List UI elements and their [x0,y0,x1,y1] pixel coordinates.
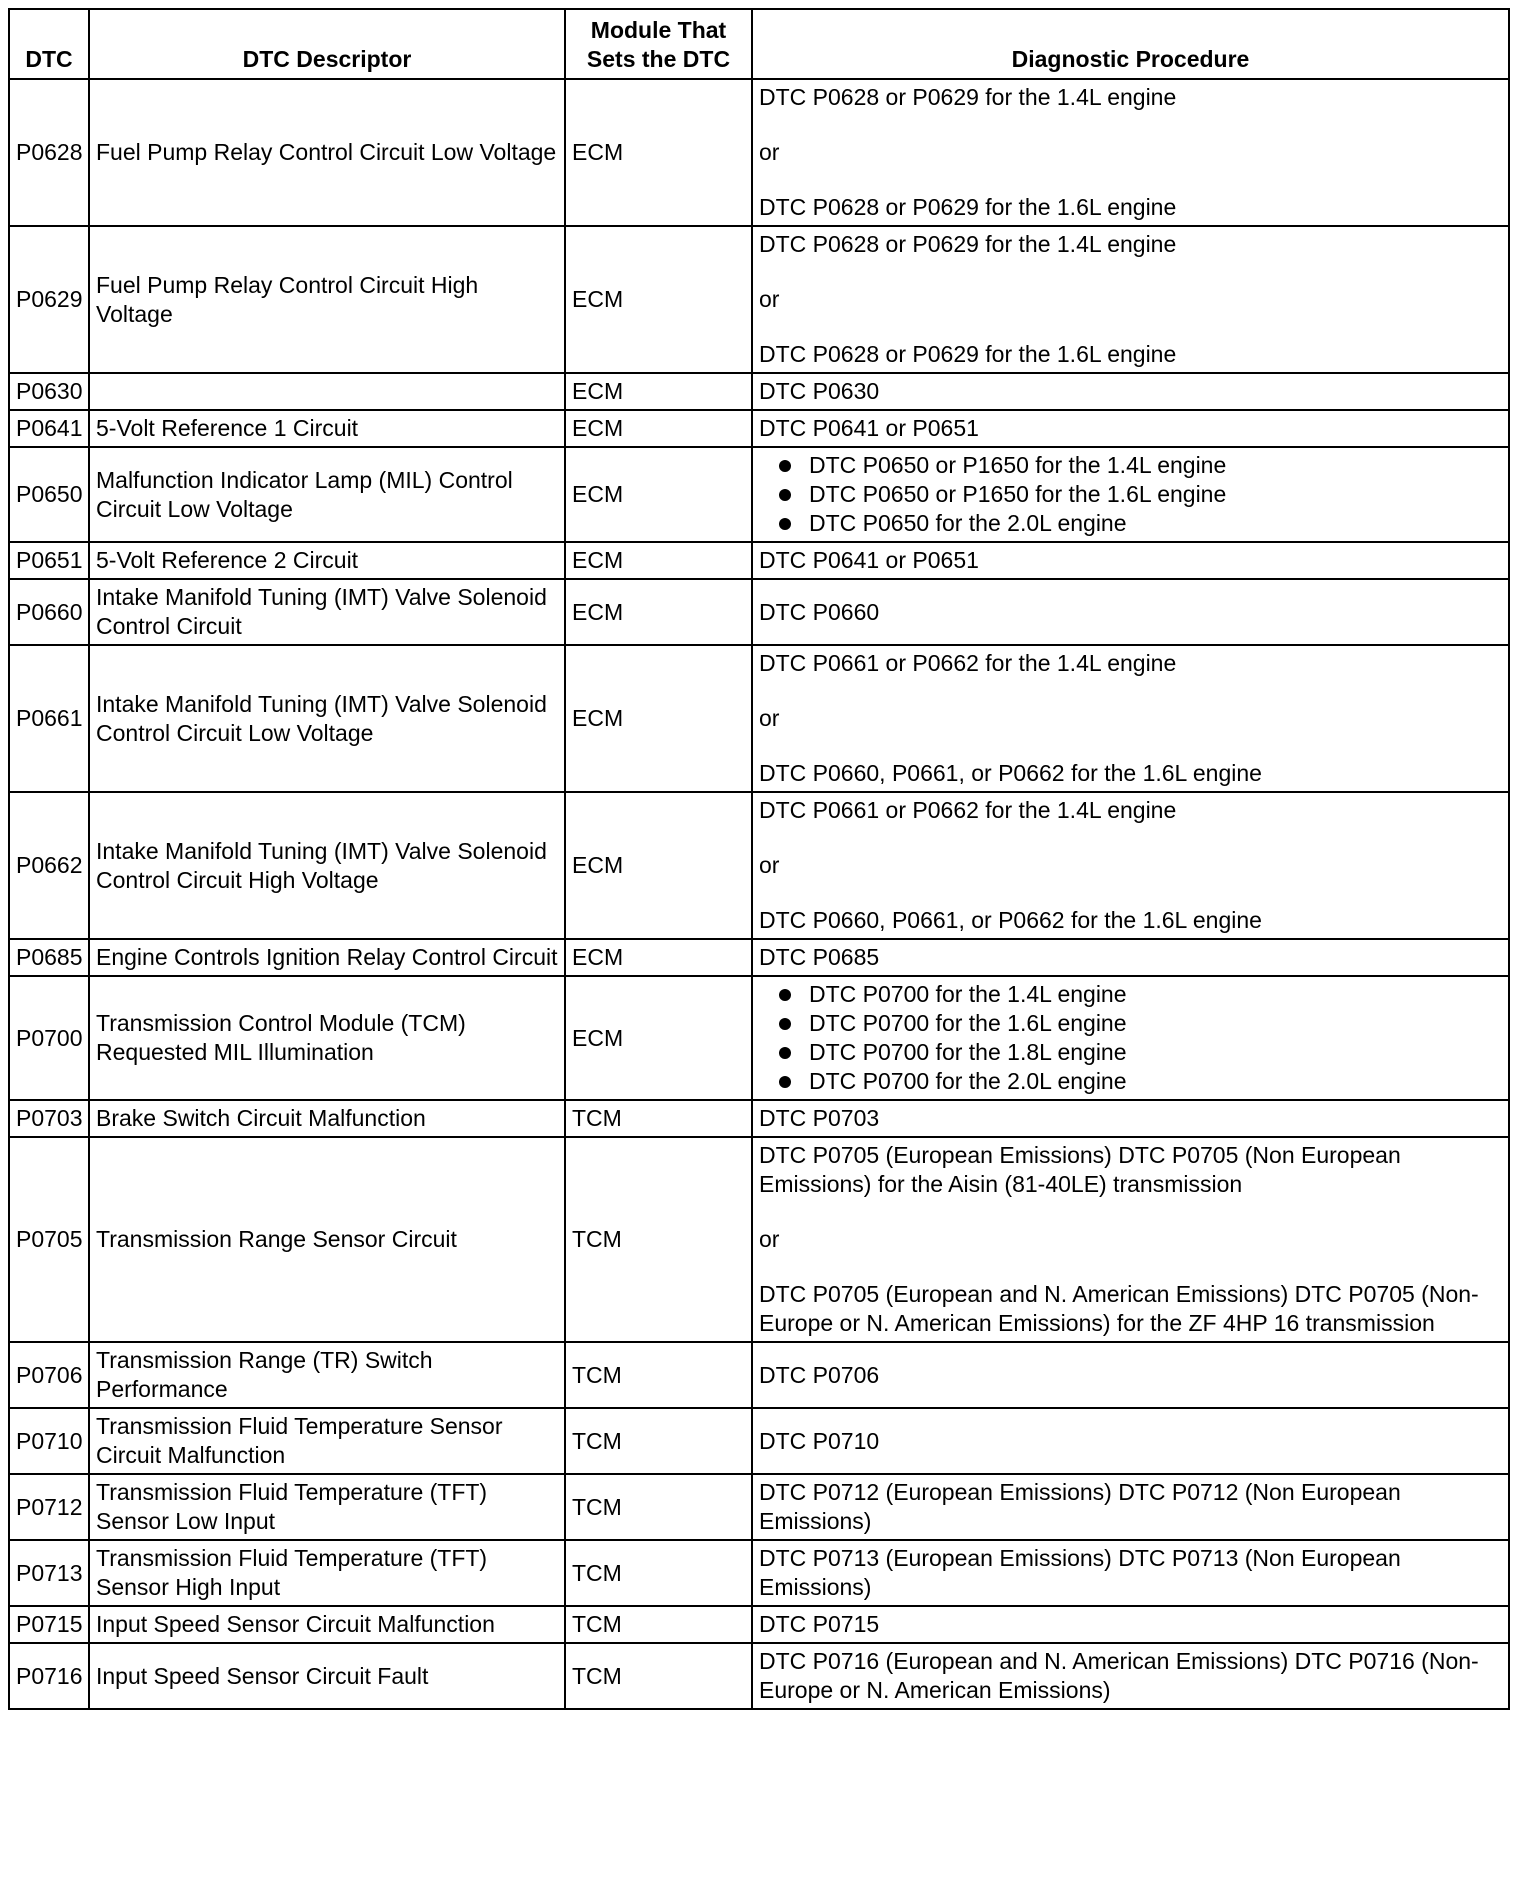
diagnostic-procedure [752,542,1509,579]
header-procedure: Diagnostic Procedure [752,9,1509,79]
dtc-code: P0651 [9,542,89,579]
dtc-code: P0661 [9,645,89,792]
procedure-link[interactable]: DTC P0641 or P0651 [759,415,979,441]
table-row [9,939,1509,976]
dtc-descriptor: Engine Controls Ignition Relay Control Circuit [89,939,565,976]
table-row [9,373,1509,410]
procedure-or: or [759,1226,780,1252]
procedure-bullet-item: DTC P0700 for the 1.6L engine [759,1009,1502,1038]
procedure-spacer [759,880,1502,906]
diagnostic-procedure [752,792,1509,939]
header-module [565,9,752,79]
procedure-link[interactable]: DTC P0630 [759,378,880,404]
procedure-link[interactable]: DTC P0641 or P0651 [759,547,979,573]
diagnostic-procedure [752,1540,1509,1606]
dtc-descriptor: Malfunction Indicator Lamp (MIL) Control Circuit Low Voltage [89,447,565,542]
dtc-module: ECM [565,373,752,410]
procedure-bullet-item: DTC P0700 for the 1.8L engine [759,1038,1502,1067]
diagnostic-procedure [752,645,1509,792]
procedure-bullet-item: DTC P0650 or P1650 for the 1.6L engine [759,480,1502,509]
dtc-code: P0641 [9,410,89,447]
dtc-descriptor: Transmission Fluid Temperature (TFT) Sensor High Input [89,1540,565,1606]
header-descriptor: DTC Descriptor [89,9,565,79]
table-row [9,579,1509,645]
dtc-code: P0700 [9,976,89,1100]
diagnostic-procedure [752,1100,1509,1137]
dtc-module: ECM [565,939,752,976]
dtc-descriptor: Transmission Fluid Temperature (TFT) Sensor Low Input [89,1474,565,1540]
dtc-module: ECM [565,976,752,1100]
table-row [9,410,1509,447]
dtc-code: P0703 [9,1100,89,1137]
dtc-descriptor: Brake Switch Circuit Malfunction [89,1100,565,1137]
dtc-code: P0713 [9,1540,89,1606]
procedure-bullet-list [759,451,1502,538]
dtc-module: ECM [565,792,752,939]
procedure-bullet-item: DTC P0700 for the 1.4L engine [759,980,1502,1009]
procedure-link[interactable]: DTC P0685 [759,944,880,970]
dtc-module: ECM [565,645,752,792]
procedure-link[interactable]: DTC P0713 (European Emissions) DTC P0713 (Non European Emissions) [759,1545,1401,1600]
diagnostic-procedure [752,976,1509,1100]
procedure-bullet-item: DTC P0650 or P1650 for the 1.4L engine [759,451,1502,480]
header-module-line2: Sets the DTC [586,46,731,72]
dtc-code: P0715 [9,1606,89,1643]
dtc-code: P0712 [9,1474,89,1540]
procedure-link[interactable]: DTC P0628 or P0629 for the 1.6L engine [759,194,1177,220]
dtc-descriptor: Input Speed Sensor Circuit Malfunction [89,1606,565,1643]
header-row [9,9,1509,79]
dtc-module: ECM [565,410,752,447]
table-row [9,1408,1509,1474]
table-row [9,79,1509,226]
dtc-descriptor: Intake Manifold Tuning (IMT) Valve Solenoid Control Circuit [89,579,565,645]
dtc-module: ECM [565,542,752,579]
diagnostic-procedure [752,1342,1509,1408]
dtc-code: P0660 [9,579,89,645]
procedure-link[interactable]: DTC P0716 (European and N. American Emissions) DTC P0716 (Non-Europe or N. American Emissions) [759,1648,1479,1703]
dtc-descriptor: Transmission Range Sensor Circuit [89,1137,565,1342]
dtc-module: TCM [565,1540,752,1606]
table-row [9,447,1509,542]
procedure-bullet-list [759,980,1502,1096]
dtc-module: TCM [565,1474,752,1540]
procedure-spacer [759,678,1502,704]
dtc-code: P0716 [9,1643,89,1709]
procedure-link[interactable]: DTC P0706 [759,1361,880,1388]
dtc-descriptor: Transmission Fluid Temperature Sensor Circuit Malfunction [89,1408,565,1474]
procedure-link[interactable]: DTC P0661 or P0662 for the 1.4L engine [759,650,1177,676]
procedure-spacer [759,825,1502,851]
dtc-module: TCM [565,1606,752,1643]
dtc-descriptor: Fuel Pump Relay Control Circuit High Voltage [89,226,565,373]
dtc-module: TCM [565,1100,752,1137]
table-row [9,792,1509,939]
dtc-descriptor: Transmission Range (TR) Switch Performance [89,1342,565,1408]
diagnostic-procedure [752,1606,1509,1643]
diagnostic-procedure [752,1474,1509,1540]
diagnostic-procedure [752,373,1509,410]
dtc-code: P0628 [9,79,89,226]
dtc-code: P0650 [9,447,89,542]
procedure-or: or [759,705,780,731]
dtc-code: P0705 [9,1137,89,1342]
header-dtc: DTC [9,9,89,79]
diagnostic-procedure [752,1137,1509,1342]
diagnostic-procedure [752,79,1509,226]
dtc-code: P0685 [9,939,89,976]
dtc-descriptor: Input Speed Sensor Circuit Fault [89,1643,565,1709]
procedure-link[interactable]: DTC P0715 [759,1611,880,1637]
dtc-table-body [9,79,1509,1709]
dtc-module: ECM [565,226,752,373]
dtc-module: TCM [565,1137,752,1342]
table-row [9,1137,1509,1342]
table-row [9,976,1509,1100]
procedure-or: or [759,139,780,165]
procedure-link[interactable]: DTC P0712 (European Emissions) DTC P0712 (Non European Emissions) [759,1479,1401,1534]
diagnostic-procedure [752,226,1509,373]
procedure-spacer [759,112,1502,138]
procedure-link[interactable]: DTC P0705 (European Emissions) DTC P0705 (Non European Emissions) for the Aisin (81-40LE) transmission [759,1142,1401,1197]
procedure-link[interactable]: DTC P0628 or P0629 for the 1.6L engine [759,341,1177,367]
procedure-spacer [759,733,1502,759]
table-row [9,1474,1509,1540]
dtc-module: ECM [565,447,752,542]
dtc-table [8,8,1510,1710]
procedure-or: or [759,852,780,878]
table-row [9,1540,1509,1606]
table-row [9,645,1509,792]
diagnostic-procedure [752,410,1509,447]
dtc-module: TCM [565,1408,752,1474]
table-row [9,542,1509,579]
header-module-line1: Module That [590,17,727,43]
procedure-or: or [759,286,780,312]
procedure-link[interactable]: DTC P0628 or P0629 for the 1.4L engine [759,231,1177,257]
diagnostic-procedure [752,1408,1509,1474]
table-row [9,1342,1509,1408]
diagnostic-procedure [752,939,1509,976]
dtc-table-container [8,8,1508,1710]
procedure-spacer [759,259,1502,285]
dtc-descriptor: Intake Manifold Tuning (IMT) Valve Solenoid Control Circuit High Voltage [89,792,565,939]
procedure-link[interactable]: DTC P0660, P0661, or P0662 for the 1.6L engine [759,760,1262,786]
procedure-bullet-item: DTC P0650 for the 2.0L engine [759,509,1502,538]
dtc-descriptor [89,373,565,410]
dtc-code: P0630 [9,373,89,410]
procedure-link[interactable]: DTC P0705 (European and N. American Emissions) DTC P0705 (Non-Europe or N. American Emissions) for the ZF 4HP 16 transmission [759,1281,1479,1336]
procedure-spacer [759,167,1502,193]
dtc-module: ECM [565,79,752,226]
dtc-code: P0706 [9,1342,89,1408]
dtc-module: TCM [565,1342,752,1408]
dtc-descriptor: Transmission Control Module (TCM) Requested MIL Illumination [89,976,565,1100]
table-row [9,1606,1509,1643]
dtc-code: P0710 [9,1408,89,1474]
procedure-link[interactable]: DTC P0660 [759,598,880,625]
diagnostic-procedure [752,447,1509,542]
procedure-spacer [759,314,1502,340]
procedure-link[interactable]: DTC P0660, P0661, or P0662 for the 1.6L engine [759,907,1262,933]
dtc-descriptor: 5-Volt Reference 1 Circuit [89,410,565,447]
dtc-module: TCM [565,1643,752,1709]
procedure-link[interactable]: DTC P0710 [759,1427,880,1454]
dtc-code: P0629 [9,226,89,373]
procedure-spacer [759,1199,1502,1225]
procedure-link[interactable]: DTC P0661 or P0662 for the 1.4L engine [759,797,1177,823]
procedure-link[interactable]: DTC P0628 or P0629 for the 1.4L engine [759,84,1177,110]
procedure-link[interactable]: DTC P0703 [759,1105,880,1131]
diagnostic-procedure [752,579,1509,645]
dtc-descriptor: Intake Manifold Tuning (IMT) Valve Solenoid Control Circuit Low Voltage [89,645,565,792]
table-row [9,1100,1509,1137]
diagnostic-procedure [752,1643,1509,1709]
dtc-code: P0662 [9,792,89,939]
table-row [9,226,1509,373]
table-row [9,1643,1509,1709]
procedure-bullet-item: DTC P0700 for the 2.0L engine [759,1067,1502,1096]
dtc-descriptor: Fuel Pump Relay Control Circuit Low Voltage [89,79,565,226]
dtc-descriptor: 5-Volt Reference 2 Circuit [89,542,565,579]
procedure-spacer [759,1254,1502,1280]
dtc-module: ECM [565,579,752,645]
